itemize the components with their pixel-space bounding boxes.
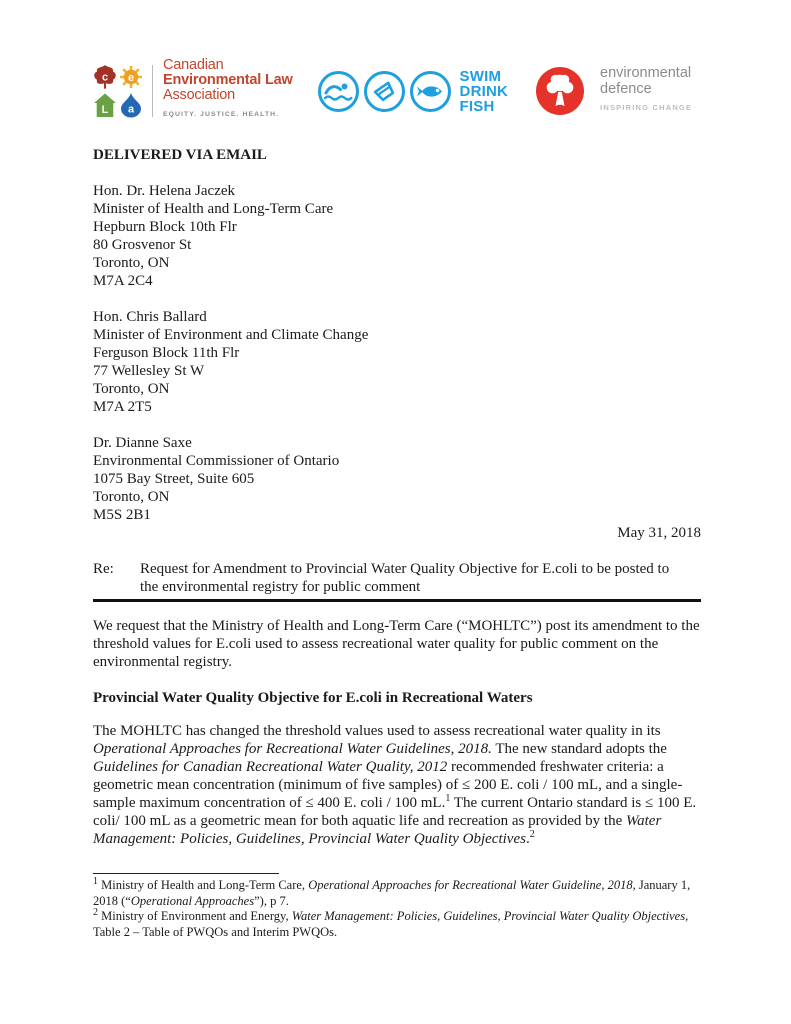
ed-wordmark [600, 65, 692, 117]
cela-logo [93, 58, 293, 124]
cela-tiles [93, 64, 143, 118]
leaf-icon [93, 64, 117, 90]
recipient-line: M5S 2B1 [93, 507, 151, 523]
sun-letter: e [127, 72, 135, 84]
cela-divider [152, 65, 153, 117]
re-label: Re: [93, 561, 114, 577]
swimmer-icon [317, 70, 360, 113]
cela-tagline: EQUITY. JUSTICE. HEALTH. [163, 111, 280, 118]
recipient-block [93, 182, 701, 290]
recipient-line: Ferguson Block 11th Flr [93, 345, 240, 361]
sdf-word: FISH [459, 97, 495, 115]
footnote-2: $^2$ Ministry of Environment and Energy, Water Management: Policies, Guidelines, Provincial Water Quality Objectives, Table 2 – Table of PWQOs and Interim PWQOs. [93, 906, 689, 939]
re-subject [140, 560, 669, 596]
recipient-line: Toronto, ON [93, 489, 170, 505]
recipient-line: Toronto, ON [93, 255, 170, 271]
cela-name-line: Association [163, 87, 235, 103]
ed-tagline: INSPIRING CHANGE [600, 103, 693, 112]
recipient-block [93, 308, 701, 416]
recipient-line: M7A 2T5 [93, 399, 152, 415]
leaf-letter: c [101, 71, 109, 84]
swim-drink-fish-logo [317, 69, 509, 114]
letter-body [93, 146, 701, 940]
recipient-block [93, 434, 701, 524]
paragraph-2: The MOHLTC has changed the threshold values used to assess recreational water quality in its Operational Approaches for Recreational Water Guidelines, 2018. The new standard adopts the Guidelines for Canadian Recreational Water Quality, 2012 recommended freshwater criteria: a geometric mean concentration (minimum of five samples) of ≤ 200 E. coli / 100 mL, and a single-sample maximum concentration of ≤ 400 E. coli / 100 mL.$^1$ The current Ontario standard is ≤ 100 E. coli/ 100 mL as a geometric mean for both aquatic life and recreation as provided by the Water Management: Policies, Guidelines, Provincial Water Quality Objectives.$^2$ [93, 723, 697, 847]
recipient-line: Toronto, ON [93, 381, 170, 397]
drop-icon [119, 92, 143, 118]
recipient-line: Hon. Dr. Helena Jaczek [93, 183, 236, 199]
recipient-line: Minister of Health and Long-Term Care [93, 201, 334, 217]
sdf-word: DRINK [459, 82, 509, 100]
recipient-line: 1075 Bay Street, Suite 605 [93, 471, 255, 487]
recipient-line: Minister of Environment and Climate Change [93, 327, 369, 343]
re-line [93, 560, 701, 596]
logo-band [93, 56, 701, 126]
delivery-method: DELIVERED VIA EMAIL [93, 147, 267, 163]
recipient-line: Environmental Commissioner of Ontario [93, 453, 340, 469]
recipient-line: 77 Wellesley St W [93, 363, 205, 379]
cela-name-line: Environmental Law [163, 72, 293, 88]
section-heading: Provincial Water Quality Objective for E.coli in Recreational Waters [93, 690, 533, 706]
sdf-circles [317, 70, 452, 113]
sdf-wordmark [460, 69, 509, 114]
recipient-line: Hepburn Block 10th Flr [93, 219, 237, 235]
house-icon [93, 92, 117, 118]
sun-icon [119, 64, 143, 90]
recipient-line: Dr. Dianne Saxe [93, 435, 192, 451]
letter-date: May 31, 2018 [617, 525, 701, 541]
footnote-separator [93, 873, 279, 874]
paragraph-1: We request that the Ministry of Health and Long-Term Care (“MOHLTC”) post its amendment to the threshold values for E.coli used to assess recreational water quality for public comment on the environmental registry. [93, 618, 700, 670]
ed-name-line: defence [600, 81, 652, 97]
house-letter: L [101, 104, 109, 116]
sdf-word: SWIM [459, 67, 502, 85]
recipient-line: M7A 2C4 [93, 273, 153, 289]
subject-divider-rule [93, 599, 701, 602]
drop-letter: a [127, 103, 135, 116]
ed-name-line: environmental [600, 65, 692, 81]
tree-icon [534, 65, 586, 117]
environmental-defence-logo [534, 65, 692, 117]
recipient-line: Hon. Chris Ballard [93, 309, 207, 325]
re-subject-line: Request for Amendment to Provincial Water Quality Objective for E.coli to be posted to [140, 561, 670, 577]
cela-wordmark [163, 58, 293, 124]
cela-name-line: Canadian [163, 57, 224, 73]
footnote-1: $^1$ Ministry of Health and Long-Term Care, Operational Approaches for Recreational Water Guideline, 2018, January 1, 2018 (“Operational Approaches”), p 7. [93, 875, 691, 908]
re-subject-line: the environmental registry for public comment [140, 579, 421, 595]
drink-icon [363, 70, 406, 113]
fish-icon [409, 70, 452, 113]
footnotes [93, 873, 701, 940]
recipient-line: 80 Grosvenor St [93, 237, 192, 253]
